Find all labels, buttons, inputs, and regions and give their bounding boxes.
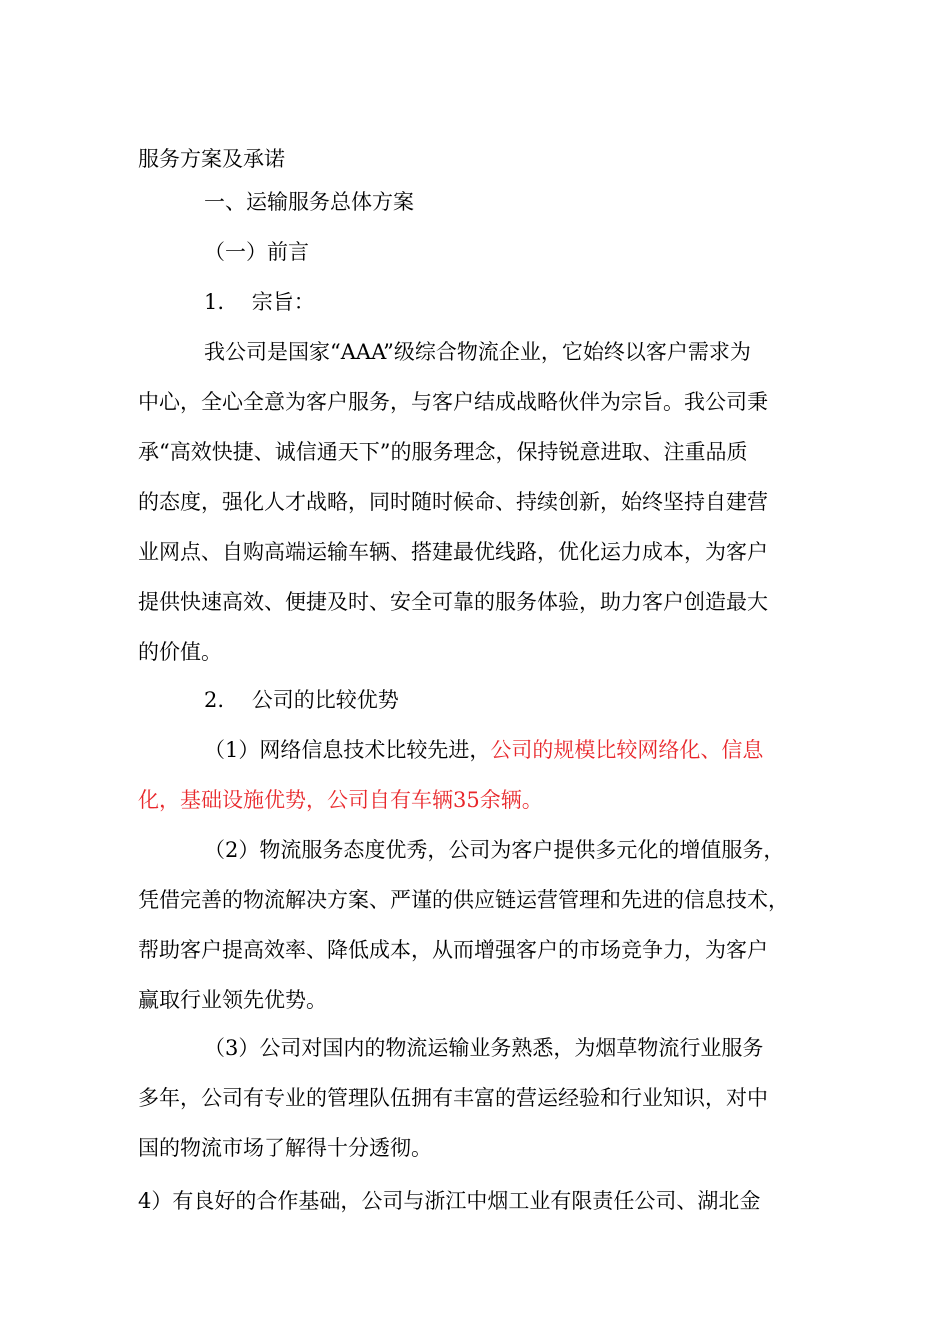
item-heading-purpose: 1. 宗旨： [204,290,315,314]
advantage-1-prefix: （1）网络信息技术比较先进， [204,738,491,762]
paragraph-line: 提供快速高效、便捷及时、安全可靠的服务体验，助力客户创造最大 [138,590,768,614]
paragraph-line: 多年，公司有专业的管理队伍拥有丰富的营运经验和行业知识，对中 [138,1086,768,1110]
section-heading: 一、运输服务总体方案 [204,190,414,214]
paragraph-line: 的态度，强化人才战略，同时随时候命、持续创新，始终坚持自建营 [138,490,768,514]
paragraph-line: 国的物流市场了解得十分透彻。 [138,1136,432,1160]
paragraph-line: 承“高效快捷、诚信通天下”的服务理念，保持锐意进取、注重品质 [138,440,748,464]
paragraph-line: （2）物流服务态度优秀，公司为客户提供多元化的增值服务， [204,838,785,862]
paragraph-line: 4）有良好的合作基础，公司与浙江中烟工业有限责任公司、湖北金 [138,1189,761,1213]
document-title: 服务方案及承诺 [138,147,285,171]
paragraph-line: 的价值。 [138,640,222,664]
item-heading-advantages: 2. 公司的比较优势 [204,688,399,712]
advantage-1-highlight-cont: 化，基础设施优势，公司自有车辆35余辆。 [138,788,543,812]
paragraph-line: 帮助客户提高效率、降低成本，从而增强客户的市场竞争力，为客户 [138,938,768,962]
subsection-heading: （一）前言 [204,240,309,264]
paragraph-line: 赢取行业领先优势。 [138,988,327,1012]
advantage-1-line [204,725,763,775]
paragraph-line: （3）公司对国内的物流运输业务熟悉，为烟草物流行业服务 [204,1036,764,1060]
advantage-1-highlight: 公司的规模比较网络化、信息 [490,738,764,762]
paragraph-line: 我公司是国家“AAA”级综合物流企业，它始终以客户需求为 [204,340,751,364]
paragraph-line: 中心，全心全意为客户服务，与客户结成战略伙伴为宗旨。我公司秉 [138,390,768,414]
paragraph-line: 凭借完善的物流解决方案、严谨的供应链运营管理和先进的信息技术， [138,888,789,912]
paragraph-line: 业网点、自购高端运输车辆、搭建最优线路，优化运力成本，为客户 [138,540,768,564]
